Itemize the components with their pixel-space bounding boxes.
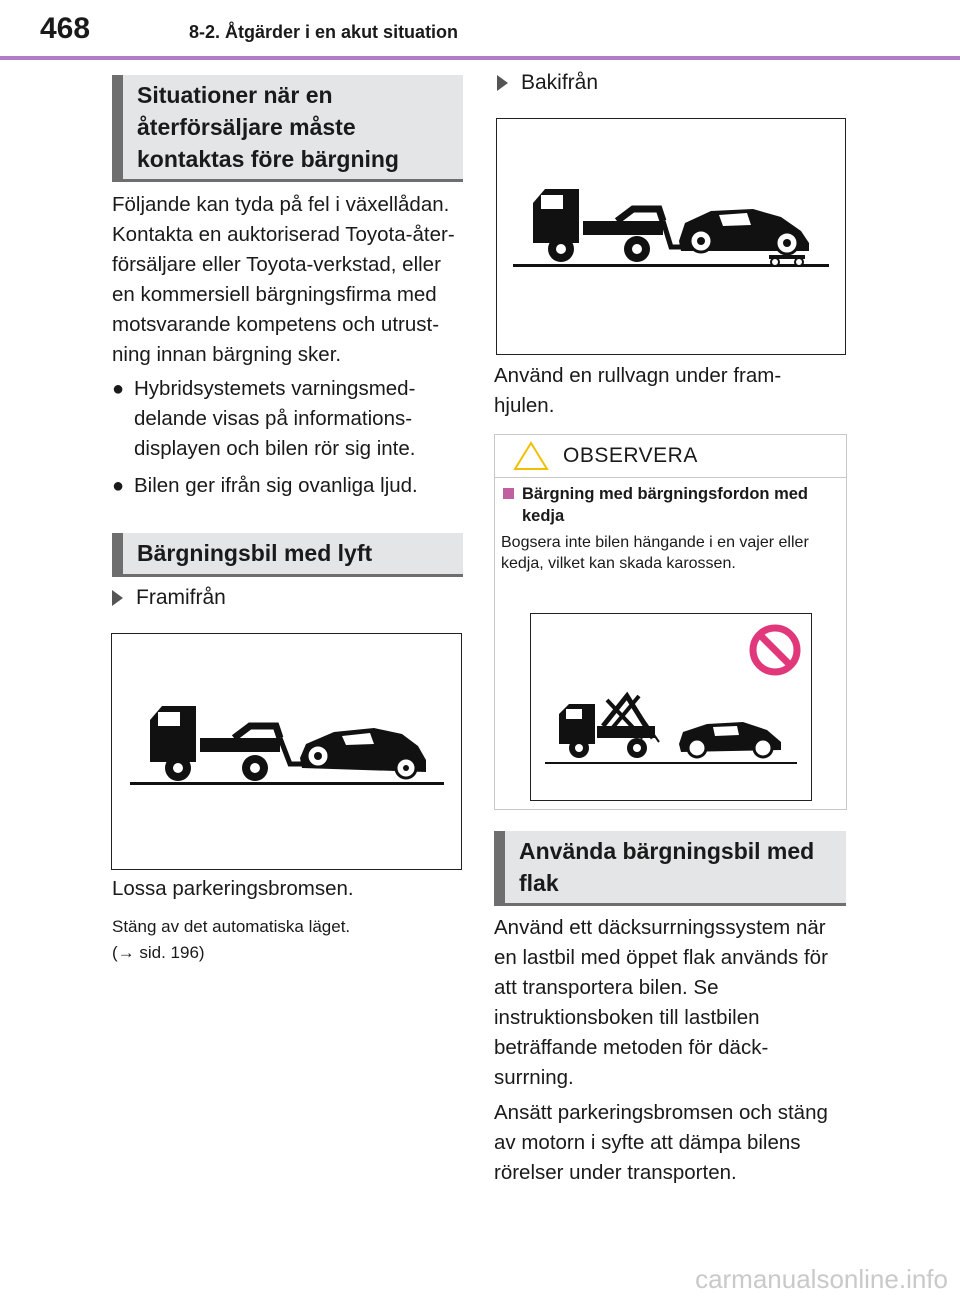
section-heading-lift-truck: Bärgningsbil med lyft <box>112 533 463 577</box>
chain-tow-prohibited-illustration <box>531 614 810 799</box>
arrow-marker-icon <box>497 75 508 91</box>
figure-chain-tow-prohibited <box>530 613 812 801</box>
rear-view-label-text: Bakifrån <box>521 71 599 94</box>
figure-tow-truck-front <box>111 633 462 870</box>
page-reference: (→ sid. 196) <box>112 943 205 962</box>
bullet-item <box>112 471 464 501</box>
caution-box <box>494 434 847 810</box>
page-number: 468 <box>40 12 91 45</box>
flatbed-paragraph-2: Ansätt parkeringsbromsen och stäng av motorn i syfte att dämpa bilens rörelser under transporten. <box>494 1101 828 1184</box>
front-view-caption: Lossa parkeringsbromsen. <box>112 877 354 900</box>
bullet-text: Hybridsystemets varningsmeddelande visas på informationsdisplayen och bilen rör sig inte. <box>134 377 416 460</box>
caution-subheading <box>503 483 833 527</box>
rear-view-label <box>497 71 598 95</box>
note-automatic-mode: Stäng av det automatiska läget. <box>112 917 351 936</box>
caution-text: Bogsera inte bilen hängande i en vajer eller kedja, vilket kan skada karossen. <box>501 534 809 572</box>
caution-header <box>495 435 846 478</box>
caution-title: OBSERVERA <box>563 444 698 467</box>
arrow-marker-icon <box>112 590 123 606</box>
bullet-item <box>112 374 464 464</box>
front-view-label-text: Framifrån <box>136 586 226 609</box>
warning-triangle-icon <box>513 441 549 471</box>
header-rule <box>0 56 960 60</box>
section-heading-dealer-contact: Situationer när en återförsäljare måste kontaktas före bärgning <box>112 75 463 182</box>
tow-truck-front-illustration <box>112 634 460 868</box>
rear-view-caption: Använd en rullvagn under framhjulen. <box>494 364 782 417</box>
bullet-text: Bilen ger ifrån sig ovanliga ljud. <box>134 474 418 497</box>
caution-subtitle: Bärgning med bärgningsfordon med kedja <box>522 485 809 525</box>
bullet-dot-icon: ● <box>112 378 125 400</box>
bullet-dot-icon: ● <box>112 475 125 497</box>
running-head: 8-2. Åtgärder i en akut situation <box>189 22 459 42</box>
intro-paragraph: Följande kan tyda på fel i växellådan. Kontakta en auktoriserad Toyota-återförsäljare eller Toyota-verkstad, eller en kommersiell bärgningsfirma med motsvarande kompetens och utrustning innan bärgning sker. <box>112 193 455 366</box>
flatbed-paragraph-1: Använd ett däcksurrningssystem när en lastbil med öppet flak används för att transportera bilen. Se instruktionsboken till lastbilen beträffande metoden för däcksurrning. <box>494 916 828 1089</box>
watermark: carmanualsonline.info <box>695 1264 948 1294</box>
front-view-label <box>112 586 226 610</box>
section-heading-flatbed: Använda bärgningsbil med flak <box>494 831 846 906</box>
figure-tow-truck-rear <box>496 118 846 355</box>
tow-truck-rear-illustration <box>497 119 844 353</box>
square-marker-icon <box>503 488 514 499</box>
